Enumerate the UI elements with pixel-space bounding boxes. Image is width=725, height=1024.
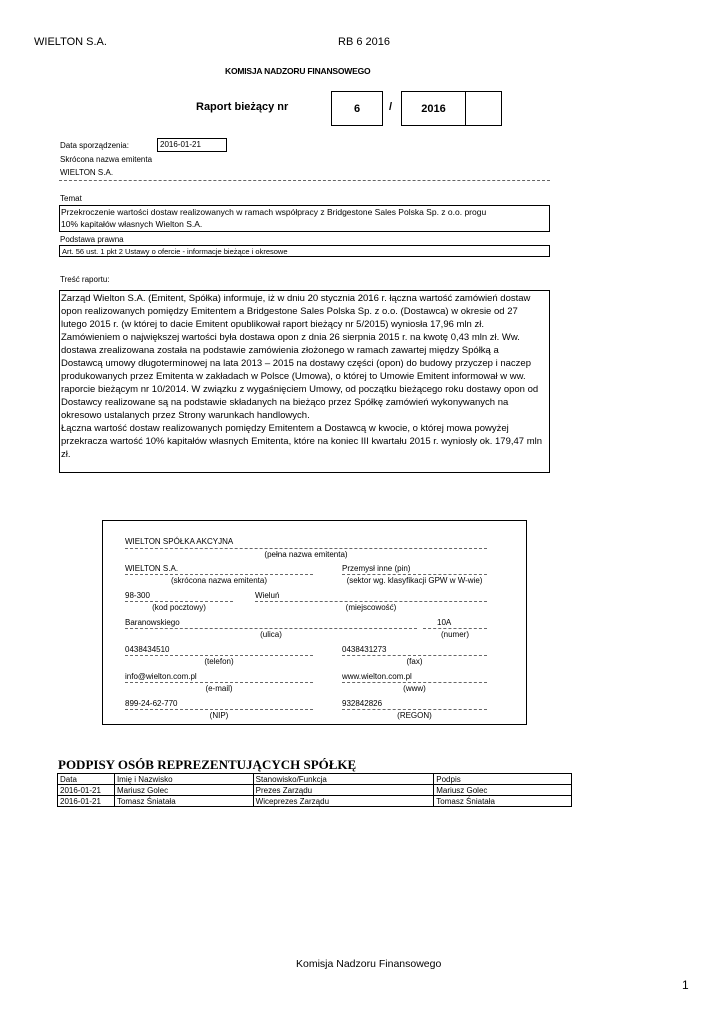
column-header: Imię i Nazwisko [114,774,253,785]
signatures-table [57,773,572,807]
issuer-line [125,655,313,656]
issuer-number: 10A [437,618,452,627]
content-line: okresowo ustalanych przez Strony warunkach handlowych. [61,410,310,421]
issuer-line [342,655,487,656]
issuer-line [342,574,487,575]
footer-text: Komisja Nadzoru Finansowego [296,958,442,970]
issuer-sector: Przemysł inne (pin) [342,564,411,573]
issuer-full-name-caption: (pełna nazwa emitenta) [264,550,348,559]
issuer-postal-code: 98-300 [125,591,150,600]
report-slash: / [389,101,393,113]
column-header: Podpis [434,774,572,785]
issuer-line [125,709,313,710]
issuer-line [423,628,487,629]
issuer-short-name-caption: (skrócona nazwa emitenta) [170,576,268,585]
legal-basis-label: Podstawa prawna [60,235,124,244]
date-label: Data sporządzenia: [60,141,129,150]
divider-line [59,180,550,181]
table-cell: Wiceprezes Zarządu [253,796,434,807]
issuer-city-caption: (miejscowość) [345,603,397,612]
column-header: Stanowisko/Funkcja [253,774,434,785]
issuer-box [102,520,527,725]
column-header: Data [58,774,115,785]
issuer-line [255,601,487,602]
issuer-phone: 0438434510 [125,645,170,654]
table-cell: Tomasz Śniatała [114,796,253,807]
issuer-nip-caption: (NIP) [209,711,229,720]
issuer-regon: 932842826 [342,699,383,708]
content-line: przekracza wartość 10% kapitałów własnych Emitenta, które na koniec III kwartału 2015 r. wyniosły ok. 179,47 mln [61,436,543,447]
table-cell: 2016-01-21 [58,785,115,796]
issuer-postal-caption: (kod pocztowy) [152,603,206,612]
subject-line-1: Przekroczenie wartości dostaw realizowanych w ramach współpracy z Bridgestone Sales Polska Sp. z o.o. progu [61,207,487,217]
table-cell: 2016-01-21 [58,796,115,807]
content-line: opon realizowanych pomiędzy Emitentem a Bridgestone Sales Polska Sp. z o.o. (Dostawca) w okresie od 27 [61,306,518,317]
issuer-fax: 0438431273 [342,645,387,654]
issuer-number-caption: (numer) [440,630,469,639]
table-row [58,785,572,796]
page-number: 1 [682,978,689,992]
table-cell: Mariusz Golec [114,785,253,796]
issuer-street-caption: (ulica) [260,630,282,639]
issuer-line [125,628,417,629]
issuer-full-name: WIELTON SPÓŁKA AKCYJNA [125,537,234,546]
table-header-row [58,774,572,785]
content-label: Treść raportu: [60,275,110,284]
issuer-www[interactable]: www.wielton.com.pl [342,672,412,681]
issuer-sector-caption: (sektor wg. klasyfikacji GPW w W-wie) [346,576,483,585]
table-cell: Tomasz Śniatała [434,796,572,807]
date-value: 2016-01-21 [157,138,227,152]
content-line: Łączna wartość dostaw realizowanych pomiędzy Emitentem a Dostawcą w kwocie, o której mowa powyżej [61,423,509,434]
issuer-line [125,548,487,549]
issuer-line [125,682,313,683]
issuer-nip: 899-24-62-770 [125,699,178,708]
report-year: 2016 [421,102,446,115]
table-row [58,796,572,807]
content-line: lutego 2015 r. (w której to dacie Emitent opublikował raport bieżący nr 5/2015) wyniosła 17,96 mln zł. [61,319,484,330]
header-company: WIELTON S.A. [34,36,107,48]
report-number-box [331,91,383,126]
report-extra-box [465,91,502,126]
short-name-label: Skrócona nazwa emitenta [60,155,153,164]
content-box [59,290,550,473]
report-number: 6 [353,102,361,115]
content-line: produkowanych przez Emitenta w zakładach w Polsce (Umowa), o której to Umowie Emitent informował w ww. [61,371,526,382]
subject-label: Temat [60,194,82,203]
commission-title: KOMISJA NADZORU FINANSOWEGO [225,66,371,76]
content-line: Zarząd Wielton S.A. (Emitent, Spółka) informuje, iż w dniu 20 stycznia 2016 r. łączna wartość zamówień dostaw [61,293,531,304]
issuer-city: Wieluń [255,591,280,600]
report-year-box [401,91,466,126]
content-line: raporcie bieżącym nr 10/2014. W związku z wygaśnięciem Umowy, od początku bieżącego roku dostawy opon od [61,384,539,395]
signatures-heading: PODPISY OSÓB REPREZENTUJĄCYCH SPÓŁKĘ [58,757,357,772]
short-name-value: WIELTON S.A. [60,168,114,177]
subject-line-2: 10% kapitałów własnych Wielton S.A. [61,219,203,229]
issuer-line [342,682,487,683]
legal-basis-value: Art. 56 ust. 1 pkt 2 Ustawy o ofercie - informacje bieżące i okresowe [59,245,550,257]
issuer-line [125,601,233,602]
issuer-street: Baranowskiego [125,618,180,627]
issuer-fax-caption: (fax) [406,657,423,666]
table-cell: Mariusz Golec [434,785,572,796]
content-line: dostawa zrealizowana została na podstawie zamówienia złożonego w ramach zawartej między Spółką a [61,345,499,356]
issuer-www-caption: (www) [403,684,426,693]
table-cell: Prezes Zarządu [253,785,434,796]
content-line: zł. [61,449,71,460]
report-number-label: Raport bieżący nr [196,101,289,113]
issuer-email[interactable]: info@wielton.com.pl [125,672,197,681]
header-report-code: RB 6 2016 [338,36,390,48]
issuer-email-caption: (e-mail) [205,684,233,693]
content-line: Dostawcą umowy długoterminowej na lata 2013 – 2015 na dostawy części (opon) do budowy przyczep i naczep [61,358,531,369]
issuer-line [125,574,313,575]
subject-box [59,205,550,232]
issuer-line [342,709,487,710]
issuer-regon-caption: (REGON) [397,711,432,720]
content-line: Zamówieniem o największej wartości była dostawa opon z dnia 26 sierpnia 2015 r. na kwotę 0,43 mln zł. Ww. [61,332,520,343]
content-line: Dostawcy realizowane są na podstawie składanych na bieżąco przez Spółkę zamówień wykonywanych na [61,397,509,408]
issuer-short-name: WIELTON S.A. [125,564,179,573]
issuer-phone-caption: (telefon) [204,657,234,666]
